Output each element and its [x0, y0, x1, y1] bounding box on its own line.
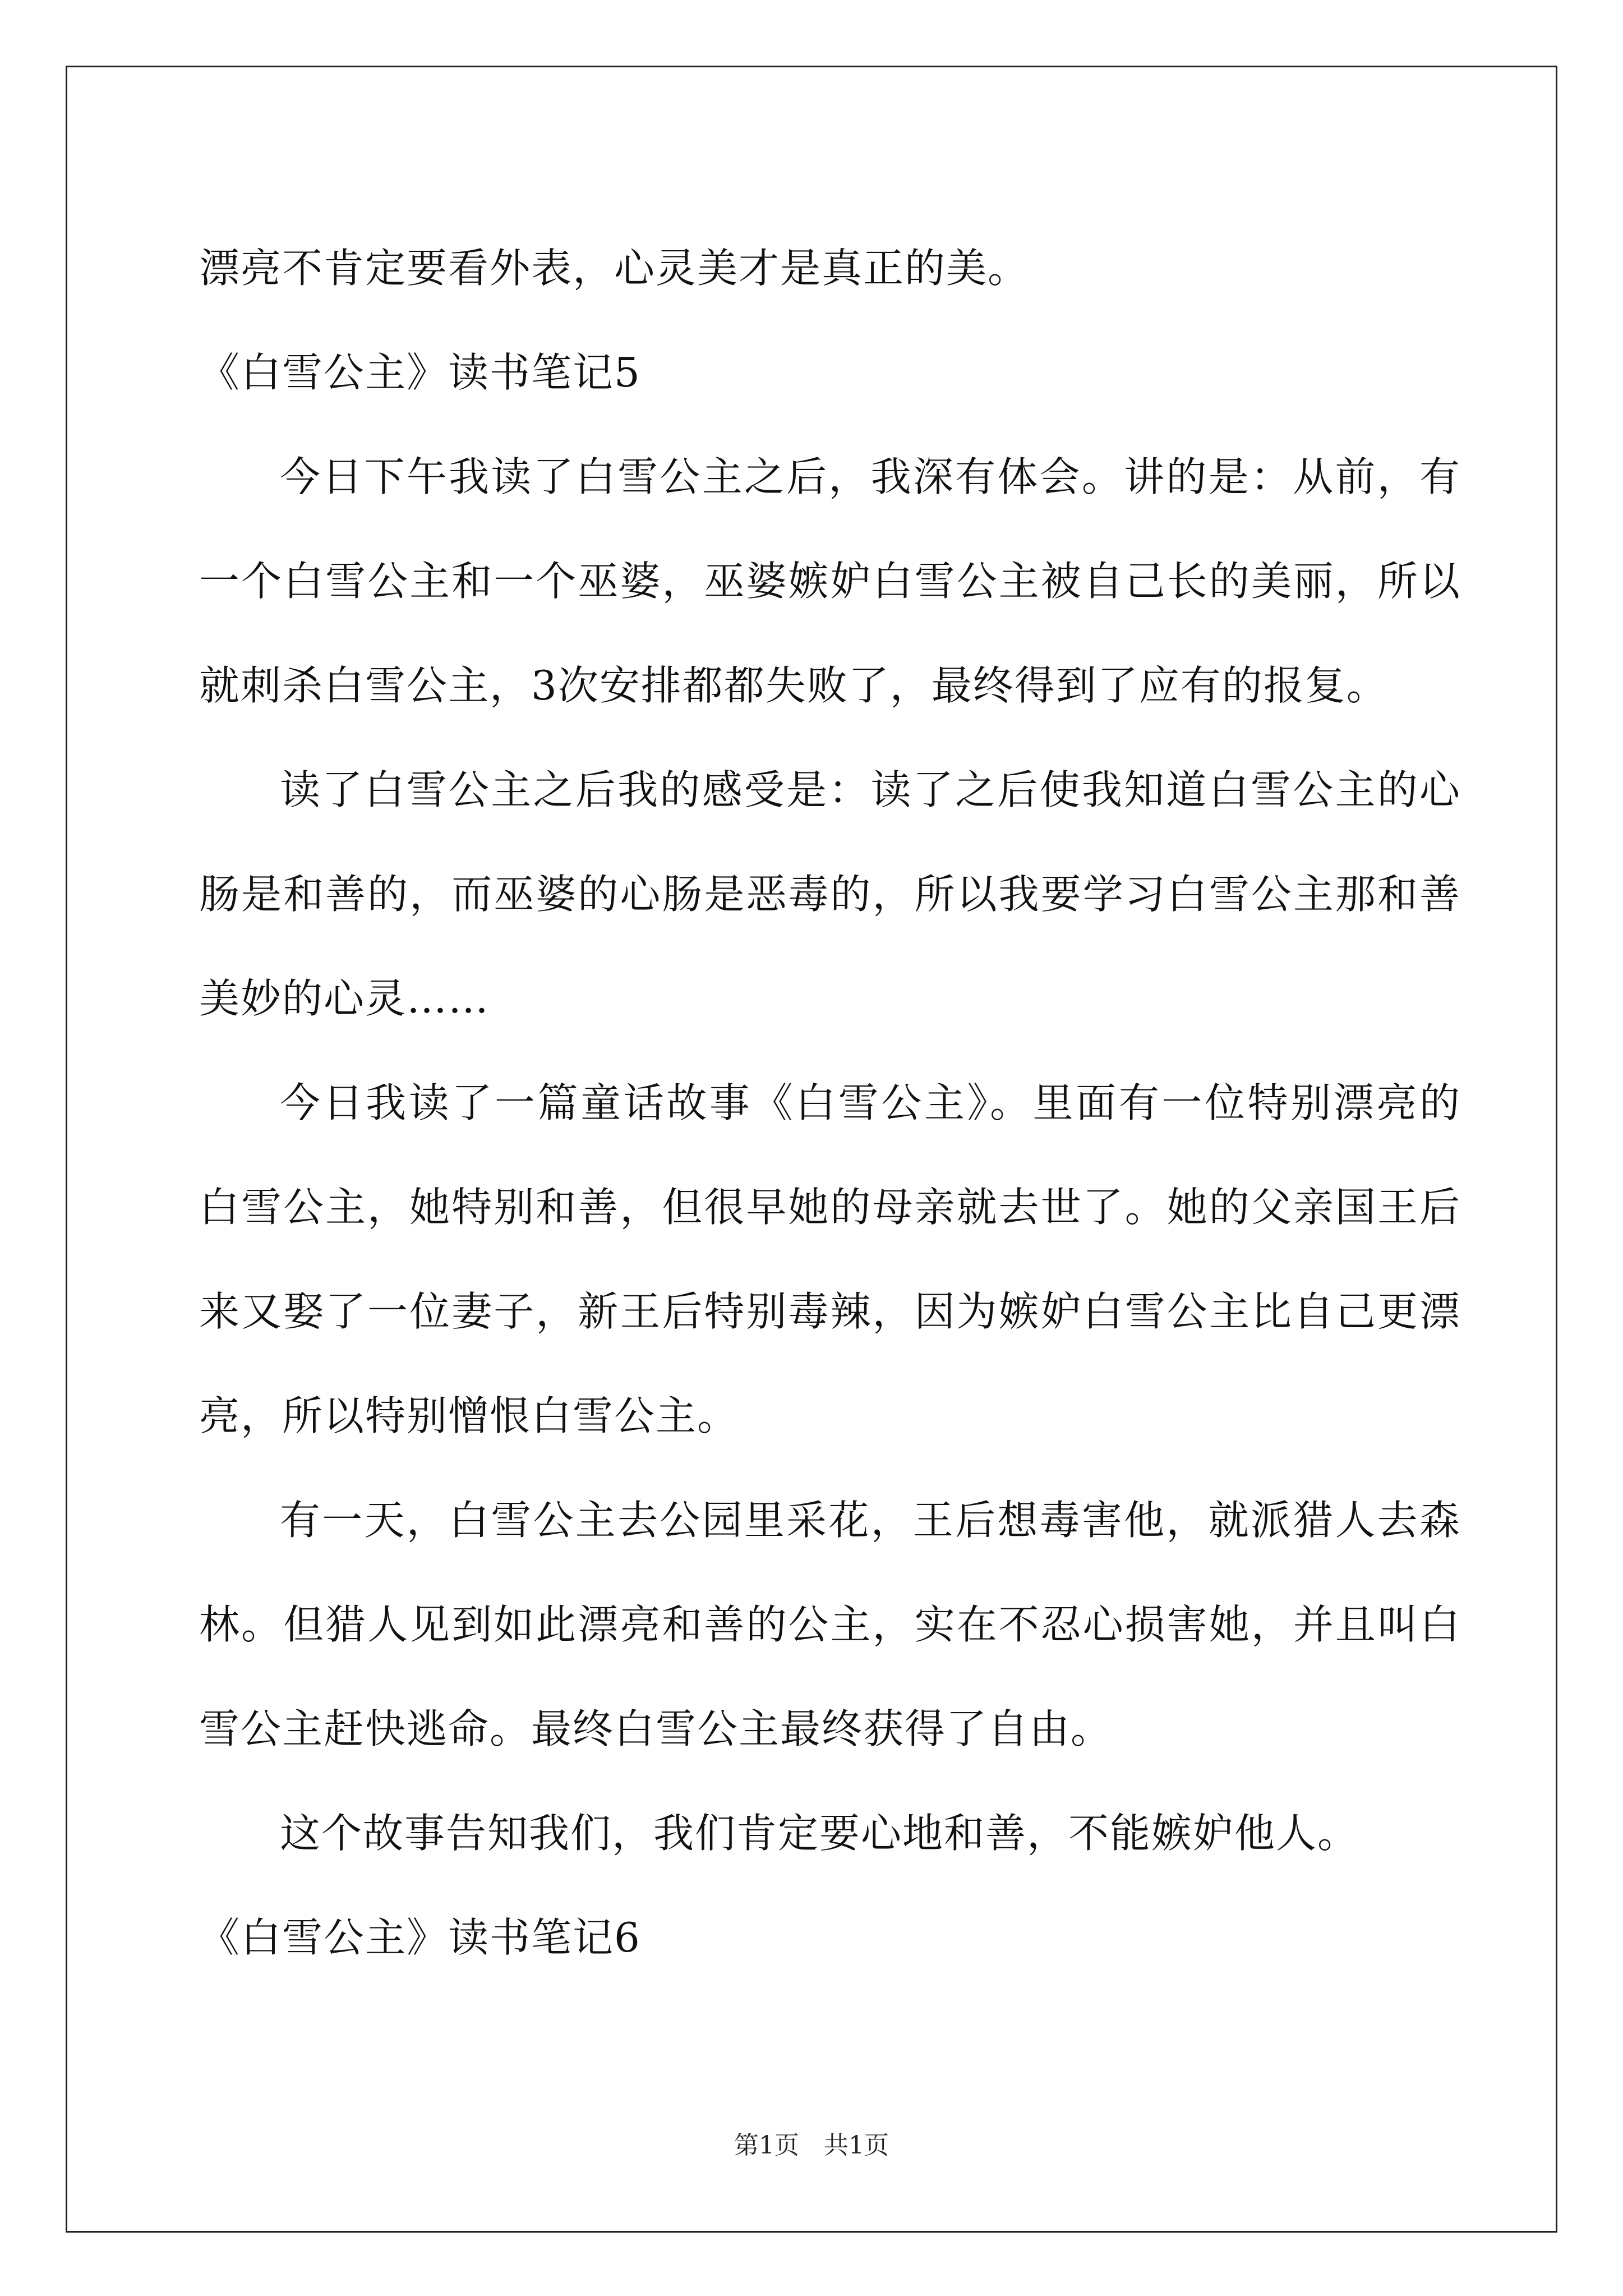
page-footer: 第1页 共1页	[734, 2131, 889, 2160]
paragraph-2: 读了白雪公主之后我的感受是：读了之后使我知道白雪公主的心肠是和善的，而巫婆的心肠是恶毒的，所以我要学习白雪公主那和善美妙的心灵……	[199, 766, 1461, 1022]
document-body	[199, 216, 1461, 1990]
continuation-line: 漂亮不肯定要看外表，心灵美才是真正的美。	[199, 245, 1030, 292]
paragraph-4: 有一天，白雪公主去公园里采花，王后想毒害他，就派猎人去森林。但猎人见到如此漂亮和善的公主，实在不忍心损害她，并且叫白雪公主赶快逃命。最终白雪公主最终获得了自由。	[199, 1497, 1461, 1752]
paragraph-5: 这个故事告知我们，我们肯定要心地和善，不能嫉妒他人。	[280, 1810, 1359, 1857]
paragraph-1: 今日下午我读了白雪公主之后，我深有体会。讲的是：从前，有一个白雪公主和一个巫婆，巫婆嫉妒白雪公主被自己长的美丽，所以就刺杀白雪公主，3次安排都都失败了，最终得到了应有的报复。	[199, 453, 1461, 709]
paragraph-3: 今日我读了一篇童话故事《白雪公主》。里面有一位特别漂亮的白雪公主，她特别和善，但很早她的母亲就去世了。她的父亲国王后来又娶了一位妻子，新王后特别毒辣，因为嫉妒白雪公主比自己更漂亮，所以特别憎恨白雪公主。	[199, 1079, 1461, 1439]
section-heading-5: 《白雪公主》读书笔记5	[199, 349, 641, 396]
section-heading-6: 《白雪公主》读书笔记6	[199, 1914, 641, 1961]
